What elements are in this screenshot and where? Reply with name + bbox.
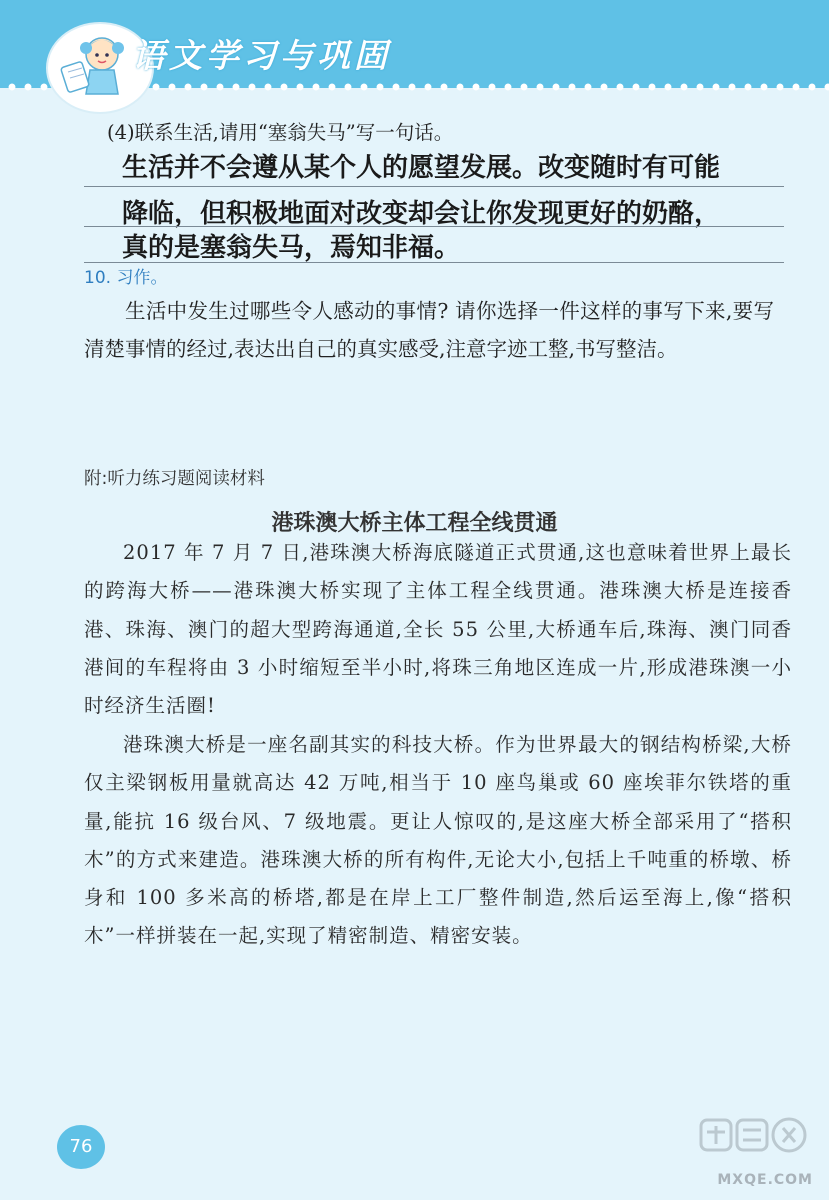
answer-line-3: 真的是塞翁失马，焉知非福。 [122,233,461,263]
girl-mascot-icon [56,28,138,100]
question-4-prompt: (4)联系生活,请用“塞翁失马”写一句话。 [107,121,454,144]
page-number: 76 [57,1125,105,1169]
answer-line-2: 降临，但积极地面对改变却会让你发现更好的奶酪， [122,199,721,229]
appendix-label: 附:听力练习题阅读材料 [84,469,265,489]
book-title: 语文学习与巩固 [132,36,391,75]
answer-line-1: 生活并不会遵从某个人的愿望发展。改变随时有可能 [122,153,721,183]
answer-rule [84,186,784,187]
answer-rule [84,262,784,263]
article-paragraph-2: 港珠澳大桥是一座名副其实的科技大桥。作为世界最大的钢结构桥梁,大桥仅主梁钢板用量就高达 42 万吨,相当于 10 座鸟巢或 60 座埃菲尔铁塔的重量,能抗 16 级台风、7 级地震。更让人惊叹的,是这座大桥全部采用了“搭积木”的方式来建造。港珠澳大桥的所有构件,无论大小,包括上千吨重的桥墩、桥身和 100 多米高的桥塔,都是在岸上工厂整件制造,然后运至海上,像“搭积木”一样拼装在一起,实现了精密制造、精密安装。 [84,733,792,948]
article-title: 港珠澳大桥主体工程全线贯通 [271,511,558,536]
watermark-text: MXQE.COM [717,1172,813,1188]
question-10-label: 10. 习作。 [84,268,168,288]
article-paragraph-1: 2017 年 7 月 7 日,港珠澳大桥海底隧道正式贯通,这也意味着世界上最长的跨海大桥——港珠澳大桥实现了主体工程全线贯通。港珠澳大桥是连接香港、珠海、澳门的超大型跨海通道,全长 55 公里,大桥通车后,珠海、澳门同香港间的车程将由 3 小时缩短至半小时,将珠三角地区连成一片,形成港珠澳一小时经济生活圈! [84,541,792,718]
question-10-text: 生活中发生过哪些令人感动的事情? 请你选择一件这样的事写下来,要写清楚事情的经过,表达出自己的真实感受,注意字迹工整,书写整洁。 [84,299,774,361]
